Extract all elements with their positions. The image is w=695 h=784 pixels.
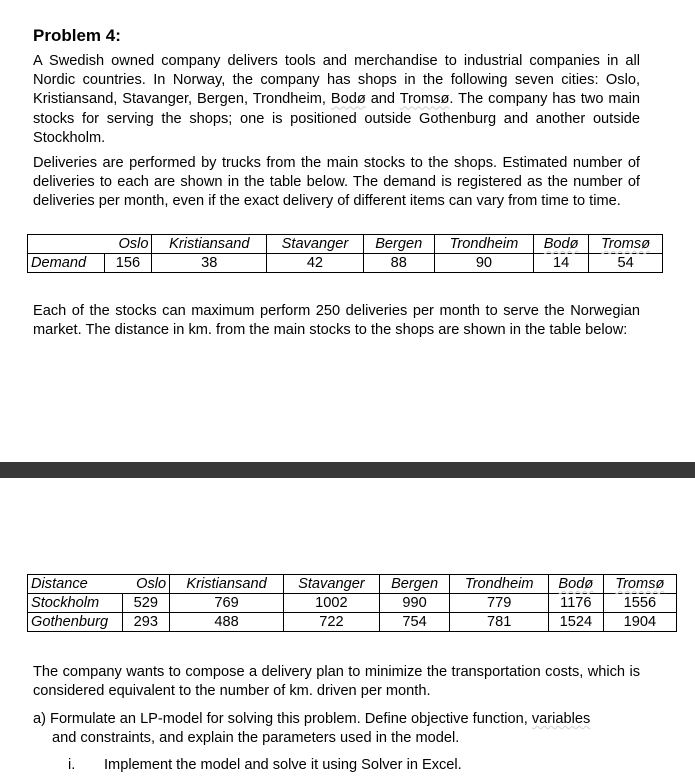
distance-city-header: Stavanger [283, 575, 379, 594]
objective-paragraph: The company wants to compose a delivery plan to minimize the transportation costs, which is considered equivalent to the number of km. driven per month. [33, 664, 640, 700]
distance-city-header [603, 575, 676, 594]
question-i [68, 756, 462, 775]
question-i-text: Implement the model and solve it using Solver in Excel. [104, 757, 462, 773]
distance-row-label: Gothenburg [28, 613, 123, 632]
distance-value: 529 [122, 594, 170, 613]
distance-city-header-tromso: Tromsø [615, 576, 665, 592]
demand-header-row [28, 235, 663, 254]
question-a-text: a) Formulate an LP-model for solving this problem. Define objective function, [33, 711, 532, 727]
city-tromso-text: Tromsø [399, 91, 450, 108]
demand-value: 156 [104, 254, 152, 273]
demand-value: 90 [434, 254, 533, 273]
demand-row-label: Demand [28, 254, 105, 273]
problem-title: Problem 4: [33, 26, 121, 45]
distance-row-stockholm [28, 594, 677, 613]
distance-row-gothenburg [28, 613, 677, 632]
intro-and-text: and [365, 91, 400, 108]
distance-header-row [28, 575, 677, 594]
distance-city-header [549, 575, 604, 594]
distance-header-label: Distance [28, 575, 123, 594]
distance-value: 754 [379, 613, 450, 632]
distance-row-label: Stockholm [28, 594, 123, 613]
distance-city-header: Kristiansand [170, 575, 284, 594]
distance-value: 1176 [549, 594, 604, 613]
demand-row [28, 254, 663, 273]
distance-value: 781 [450, 613, 549, 632]
page-divider [0, 462, 695, 478]
distance-city-header-bodo: Bodø [558, 576, 594, 592]
demand-value: 42 [267, 254, 364, 273]
demand-city-header: Kristiansand [152, 235, 267, 254]
demand-city-header: Stavanger [267, 235, 364, 254]
demand-city-header [589, 235, 663, 254]
capacity-paragraph: Each of the stocks can maximum perform 250 deliveries per month to serve the Norwegian market. The distance in km. from the main stocks to the shops are shown in the table below: [33, 303, 640, 339]
distance-city-header: Oslo [122, 575, 170, 594]
demand-value: 38 [152, 254, 267, 273]
question-i-number: i. [68, 757, 76, 773]
demand-city-header [534, 235, 589, 254]
distance-value: 779 [450, 594, 549, 613]
demand-value: 88 [363, 254, 434, 273]
demand-city-header: Trondheim [434, 235, 533, 254]
distance-table [27, 574, 677, 632]
demand-corner-cell [28, 235, 105, 254]
question-a [33, 710, 645, 748]
distance-city-header: Bergen [379, 575, 450, 594]
demand-city-header: Bergen [363, 235, 434, 254]
demand-city-header: Oslo [104, 235, 152, 254]
distance-value: 1002 [283, 594, 379, 613]
distance-value: 1556 [603, 594, 676, 613]
demand-city-header-tromso: Tromsø [600, 236, 651, 252]
distance-value: 722 [283, 613, 379, 632]
demand-table [27, 234, 663, 273]
city-bodo-text: Bodø [330, 91, 366, 108]
demand-value: 14 [534, 254, 589, 273]
intro-text: A Swedish owned company delivers tools and merchandise to industrial companies in all Nordic countries. In Norway, the company has shops in the following seven cities: Oslo, Kristiansand, Stavanger, Bergen, Trondheim, [33, 53, 640, 108]
distance-value: 990 [379, 594, 450, 613]
demand-city-header-bodo: Bodø [543, 236, 579, 252]
question-a-rest: and constraints, and explain the parameters used in the model. [52, 730, 460, 747]
intro-rest-text: . The company has two main stocks for serving the shops; one is positioned outside Gothenburg and another outside Stockholm. [33, 91, 640, 146]
deliveries-paragraph: Deliveries are performed by trucks from the main stocks to the shops. Estimated number of deliveries to each are shown in the table below. The demand is registered as the number of deliveries per month, even if the exact delivery of different items can vary from time to time. [33, 155, 640, 210]
distance-value: 488 [170, 613, 284, 632]
demand-value: 54 [589, 254, 663, 273]
distance-value: 293 [122, 613, 170, 632]
distance-value: 1904 [603, 613, 676, 632]
question-a-variables: variables [531, 711, 591, 727]
intro-paragraph [33, 52, 640, 148]
distance-value: 769 [170, 594, 284, 613]
distance-city-header: Trondheim [450, 575, 549, 594]
distance-value: 1524 [549, 613, 604, 632]
